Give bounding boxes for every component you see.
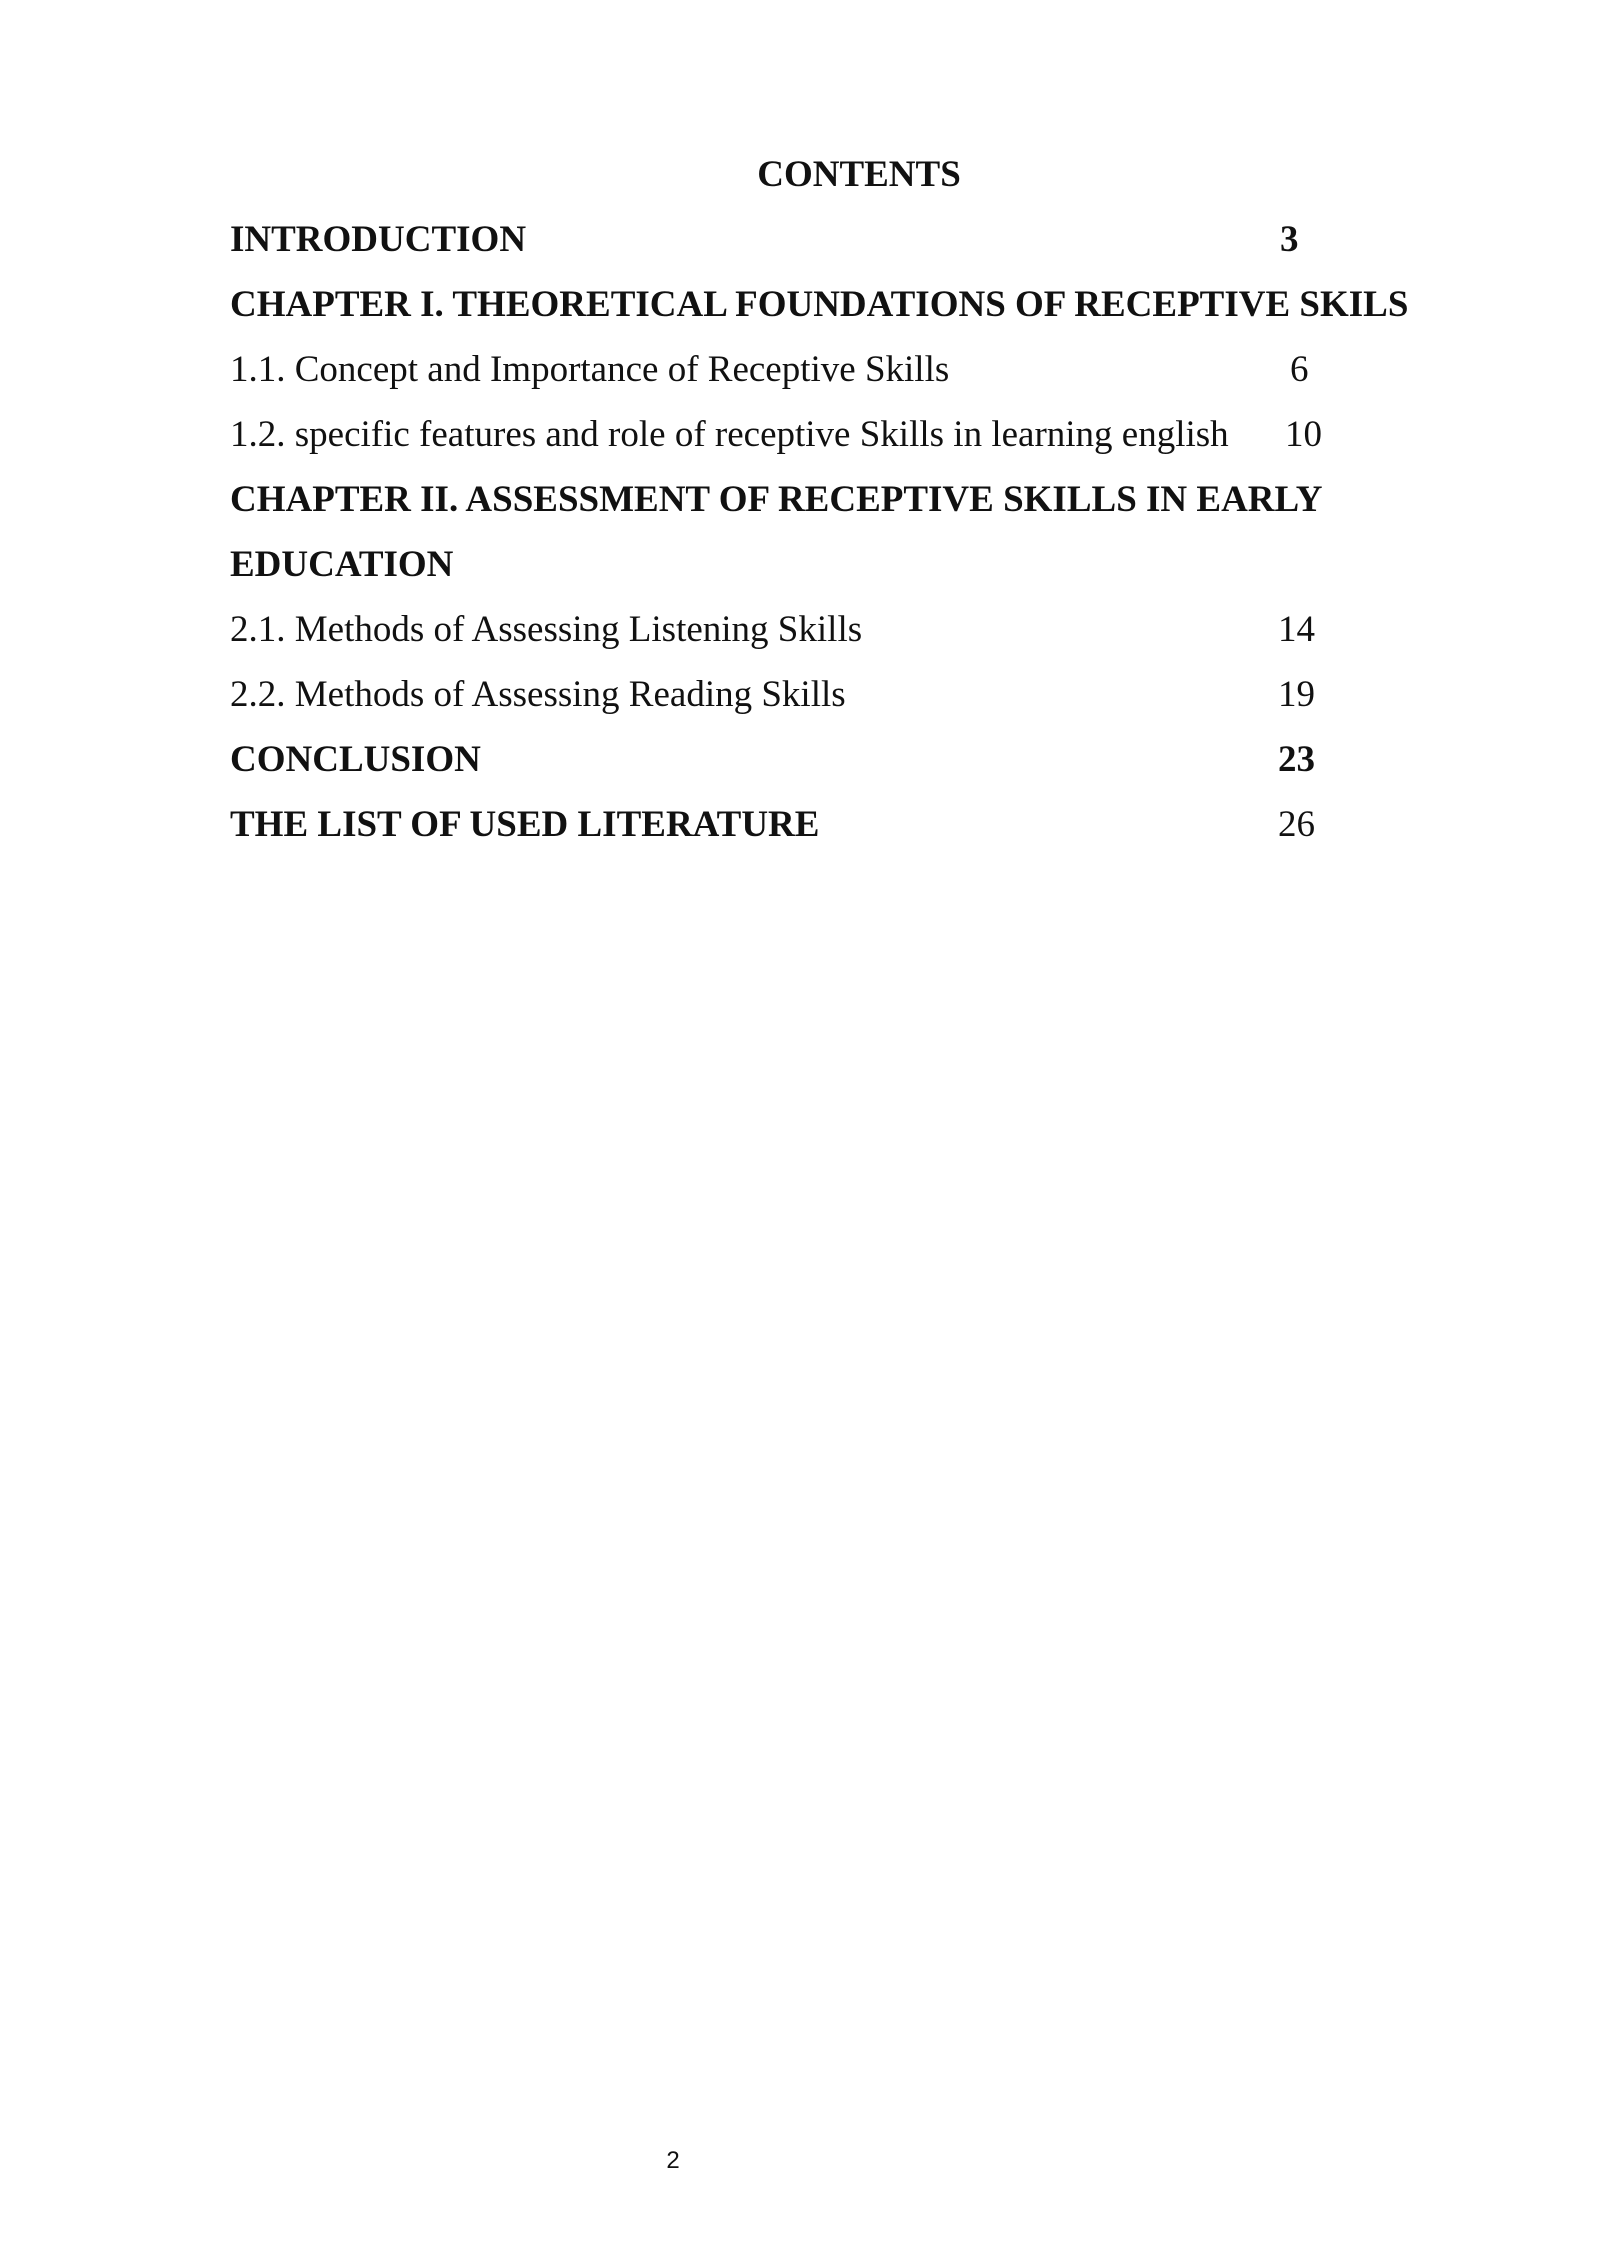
toc-page-1-2: 10	[1285, 414, 1322, 455]
toc-page-introduction: 3	[1280, 219, 1299, 260]
toc-entry-chapter-1: CHAPTER I. THEORETICAL FOUNDATIONS OF RECEPTIVE SKILS	[230, 284, 1409, 325]
toc-entry-2-1: 2.1. Methods of Assessing Listening Skills	[230, 609, 863, 650]
toc-page-2-2: 19	[1278, 674, 1315, 715]
toc-entry-1-1: 1.1. Concept and Importance of Receptive Skills	[230, 349, 950, 390]
page-number: 2	[666, 2147, 680, 2174]
toc-entry-2-2: 2.2. Methods of Assessing Reading Skills	[230, 674, 846, 715]
contents-heading: CONTENTS	[757, 154, 961, 195]
toc-entry-1-2: 1.2. specific features and role of receptive Skills in learning english	[230, 414, 1229, 455]
toc-entry-literature: THE LIST OF USED LITERATURE	[230, 804, 820, 845]
toc-entry-chapter-2-line-2: EDUCATION	[230, 544, 454, 585]
toc-entry-introduction: INTRODUCTION	[230, 219, 527, 260]
toc-entry-conclusion: CONCLUSION	[230, 739, 481, 780]
toc-page-2-1: 14	[1278, 609, 1315, 650]
toc-entry-chapter-2-line-1: CHAPTER II. ASSESSMENT OF RECEPTIVE SKILLS IN EARLY	[230, 479, 1323, 520]
toc-page-literature: 26	[1278, 804, 1315, 845]
toc-page-conclusion: 23	[1278, 739, 1315, 780]
toc-page-1-1: 6	[1290, 349, 1309, 390]
